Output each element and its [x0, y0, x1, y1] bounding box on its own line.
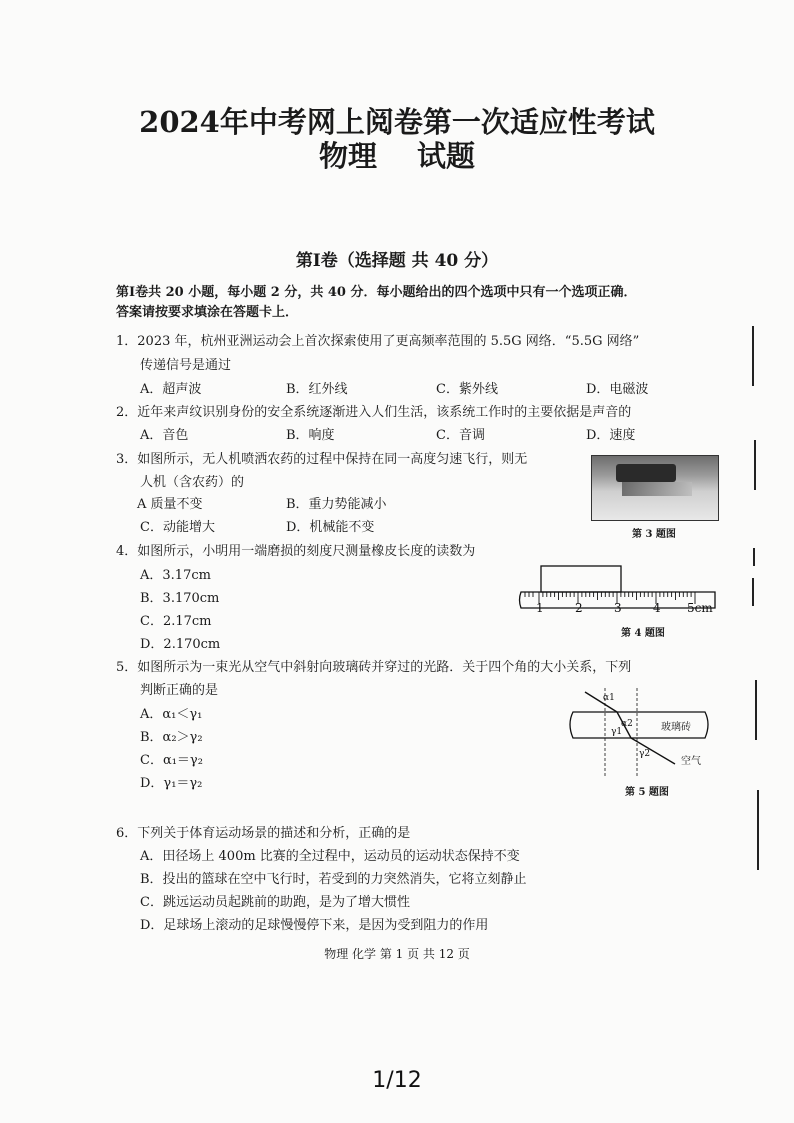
exam-label: 试题	[417, 139, 476, 173]
angle-alpha1-label: α1	[603, 693, 615, 703]
q5-stem-line1: 5．如图所示为一束光从空气中斜射向玻璃砖并穿过的光路．关于四个角的大小关系，下列	[116, 660, 632, 675]
scan-edge-mark	[753, 548, 755, 566]
q6-stem-line1: 6．下列关于体育运动场景的描述和分析，正确的是	[116, 826, 411, 841]
q3-option-d: D．机械能不变	[286, 520, 375, 535]
drone-shape	[616, 464, 676, 482]
spray-shape	[622, 482, 692, 496]
eraser-shape	[541, 566, 621, 592]
q1-option-c: C．紫外线	[436, 382, 498, 397]
q1-stem-line2: 传递信号是通过	[140, 358, 232, 373]
ruler-label-2: 2	[575, 601, 583, 615]
q2-stem-line1: 2．近年来声纹识别身份的安全系统逐渐进入人们生活，该系统工作时的主要依据是声音的	[116, 405, 632, 420]
page-footer: 物理 化学 第 1 页 共 12 页	[324, 947, 470, 961]
q5-option-a: A．α₁＜γ₁	[140, 707, 203, 722]
drone-spraying-photo	[591, 455, 719, 521]
q6-option-d: D．足球场上滚动的足球慢慢停下来，是因为受到阻力的作用	[140, 918, 489, 933]
section-title: 第Ⅰ卷（选择题 共 40 分）	[295, 251, 499, 271]
q4-stem-line1: 4．如图所示，小明用一端磨损的刻度尺测量橡皮长度的读数为	[116, 544, 476, 559]
q6-option-c: C．跳远运动员起跳前的助跑，是为了增大惯性	[140, 895, 410, 910]
q6-option-a: A．田径场上 400m 比赛的全过程中，运动员的运动状态保持不变	[140, 849, 520, 864]
q2-option-b: B．响度	[286, 428, 335, 443]
ruler-label-1: 1	[536, 601, 544, 615]
ruler-label-4: 4	[653, 601, 661, 615]
q4-figure-caption: 第 4 题图	[621, 628, 665, 639]
scan-edge-mark	[757, 790, 759, 870]
glass-label: 玻璃砖	[661, 722, 691, 733]
scan-edge-mark	[754, 440, 756, 490]
q2-option-d: D．速度	[586, 428, 636, 443]
instructions-line1: 第Ⅰ卷共 20 小题，每小题 2 分，共 40 分．每小题给出的四个选项中只有一个选项正确．	[116, 285, 637, 300]
q3-stem-line1: 3．如图所示，无人机喷洒农药的过程中保持在同一高度匀速飞行，则无	[116, 452, 528, 467]
angle-gamma2-label: γ2	[639, 749, 651, 759]
subject-label: 物理	[318, 139, 377, 173]
q1-stem-line1: 1．2023 年，杭州亚洲运动会上首次探索使用了更高频率范围的 5.5G 网络．“5.5G 网络”	[116, 334, 640, 349]
exam-subtitle	[0, 134, 794, 175]
q4-option-a: A．3.17cm	[140, 568, 211, 583]
angle-gamma1-label: γ1	[611, 727, 623, 737]
q5-option-c: C．α₁＝γ₂	[140, 753, 203, 768]
emergent-ray	[631, 738, 675, 764]
q2-option-c: C．音调	[436, 428, 485, 443]
angle-alpha2-label: α2	[621, 719, 633, 729]
q1-option-b: B．红外线	[286, 382, 348, 397]
q5-option-d: D．γ₁＝γ₂	[140, 776, 203, 791]
q1-option-d: D．电磁波	[586, 382, 649, 397]
page-indicator: 1/12	[372, 1068, 422, 1093]
q3-option-b: B．重力势能减小	[286, 497, 387, 512]
exam-title: 2024年中考网上阅卷第一次适应性考试	[139, 105, 655, 139]
q4-option-b: B．3.170cm	[140, 591, 220, 606]
air-label: 空气	[681, 756, 701, 767]
instructions-line2: 答案请按要求填涂在答题卡上．	[116, 305, 299, 320]
q1-option-a: A．超声波	[140, 382, 202, 397]
q5-figure-caption: 第 5 题图	[625, 787, 669, 798]
q4-option-c: C．2.17cm	[140, 614, 212, 629]
scan-edge-mark	[752, 326, 754, 386]
q3-option-c: C．动能增大	[140, 520, 215, 535]
q3-stem-line2: 人机（含农药）的	[140, 475, 245, 490]
q5-option-b: B．α₂＞γ₂	[140, 730, 203, 745]
scan-edge-mark	[752, 578, 754, 606]
q2-option-a: A．音色	[140, 428, 189, 443]
light-refraction-figure	[565, 686, 715, 782]
q5-stem-line2: 判断正确的是	[140, 683, 219, 698]
q3-option-a: A 质量不变	[137, 497, 203, 512]
ruler-label-3: 3	[614, 601, 622, 615]
q4-option-d: D．2.170cm	[140, 637, 221, 652]
ruler-ticks	[525, 592, 695, 604]
scan-edge-mark	[755, 680, 757, 740]
q6-option-b: B．投出的篮球在空中飞行时，若受到的力突然消失，它将立刻静止	[140, 872, 527, 887]
q3-figure-caption: 第 3 题图	[632, 529, 676, 540]
ruler-label-5cm: 5cm	[687, 601, 713, 615]
ruler-figure	[515, 562, 720, 624]
